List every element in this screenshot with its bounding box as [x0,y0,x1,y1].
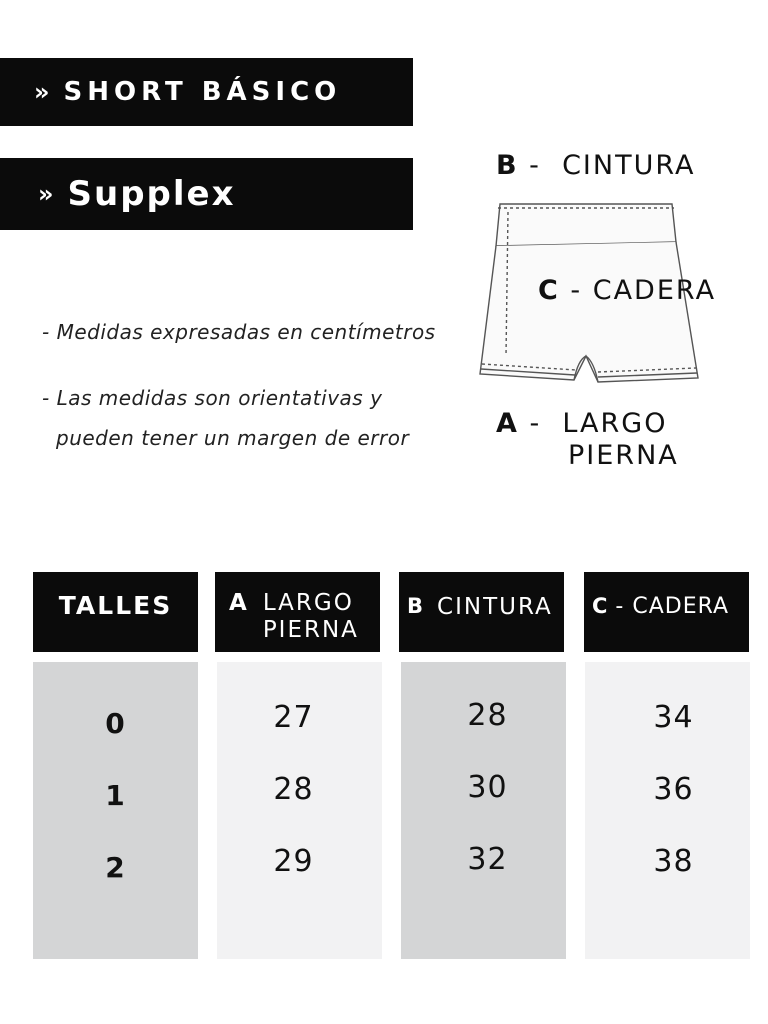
cintura-cell: 32 [467,842,508,877]
header-largo-pierna [215,572,380,652]
column-cintura [401,662,566,959]
fabric-banner [0,158,413,230]
label-c-letter: C [538,275,560,306]
note-disclaimer-line2: pueden tener un margen de error [56,426,410,450]
label-a-text2: PIERNA [568,440,679,471]
chevron-icon: » [38,180,54,208]
column-cadera [585,662,750,959]
header-a-letter: A [229,590,247,616]
note-disclaimer [42,378,409,458]
note-disclaimer-line1: - Las medidas son orientativas y [42,386,383,410]
cintura-cell: 28 [467,698,508,733]
label-c-text: - CADERA [559,275,717,306]
cintura-cell: 30 [467,770,508,805]
label-a-letter: A [496,408,519,439]
column-talles [33,662,198,959]
label-cadera [538,275,716,306]
header-a-label [263,590,359,644]
header-cintura [399,572,564,652]
largo-cell: 27 [273,700,314,735]
chevron-icon: » [34,78,50,106]
cadera-cell: 34 [653,700,694,735]
label-cintura [496,150,696,181]
label-a-text: - LARGO [518,408,668,439]
talle-cell: 1 [105,779,126,812]
label-b-letter: B [496,150,519,181]
note-units: - Medidas expresadas en centímetros [42,320,436,344]
label-largo-pierna [496,408,679,472]
header-b-letter: B [407,594,424,618]
header-cadera [584,572,749,652]
talle-cell: 0 [105,707,126,740]
header-talles-label: TALLES [58,590,173,620]
header-b-label: CINTURA [437,594,553,620]
header-a-label2: PIERNA [262,617,359,643]
label-b-text: - CINTURA [518,150,696,181]
largo-cell: 28 [273,772,314,807]
cadera-cell: 38 [653,844,694,879]
talle-cell: 2 [105,851,126,884]
fabric-title: Supplex [67,174,236,214]
product-title: SHORT BÁSICO [63,77,342,107]
header-talles [33,572,198,652]
header-c-label: - CADERA [607,594,730,619]
column-largo-pierna [217,662,382,959]
cadera-cell: 36 [653,772,694,807]
product-title-banner [0,58,413,126]
largo-cell: 29 [273,844,314,879]
header-c-letter: C [592,594,608,618]
header-a-label1: LARGO [262,590,354,616]
